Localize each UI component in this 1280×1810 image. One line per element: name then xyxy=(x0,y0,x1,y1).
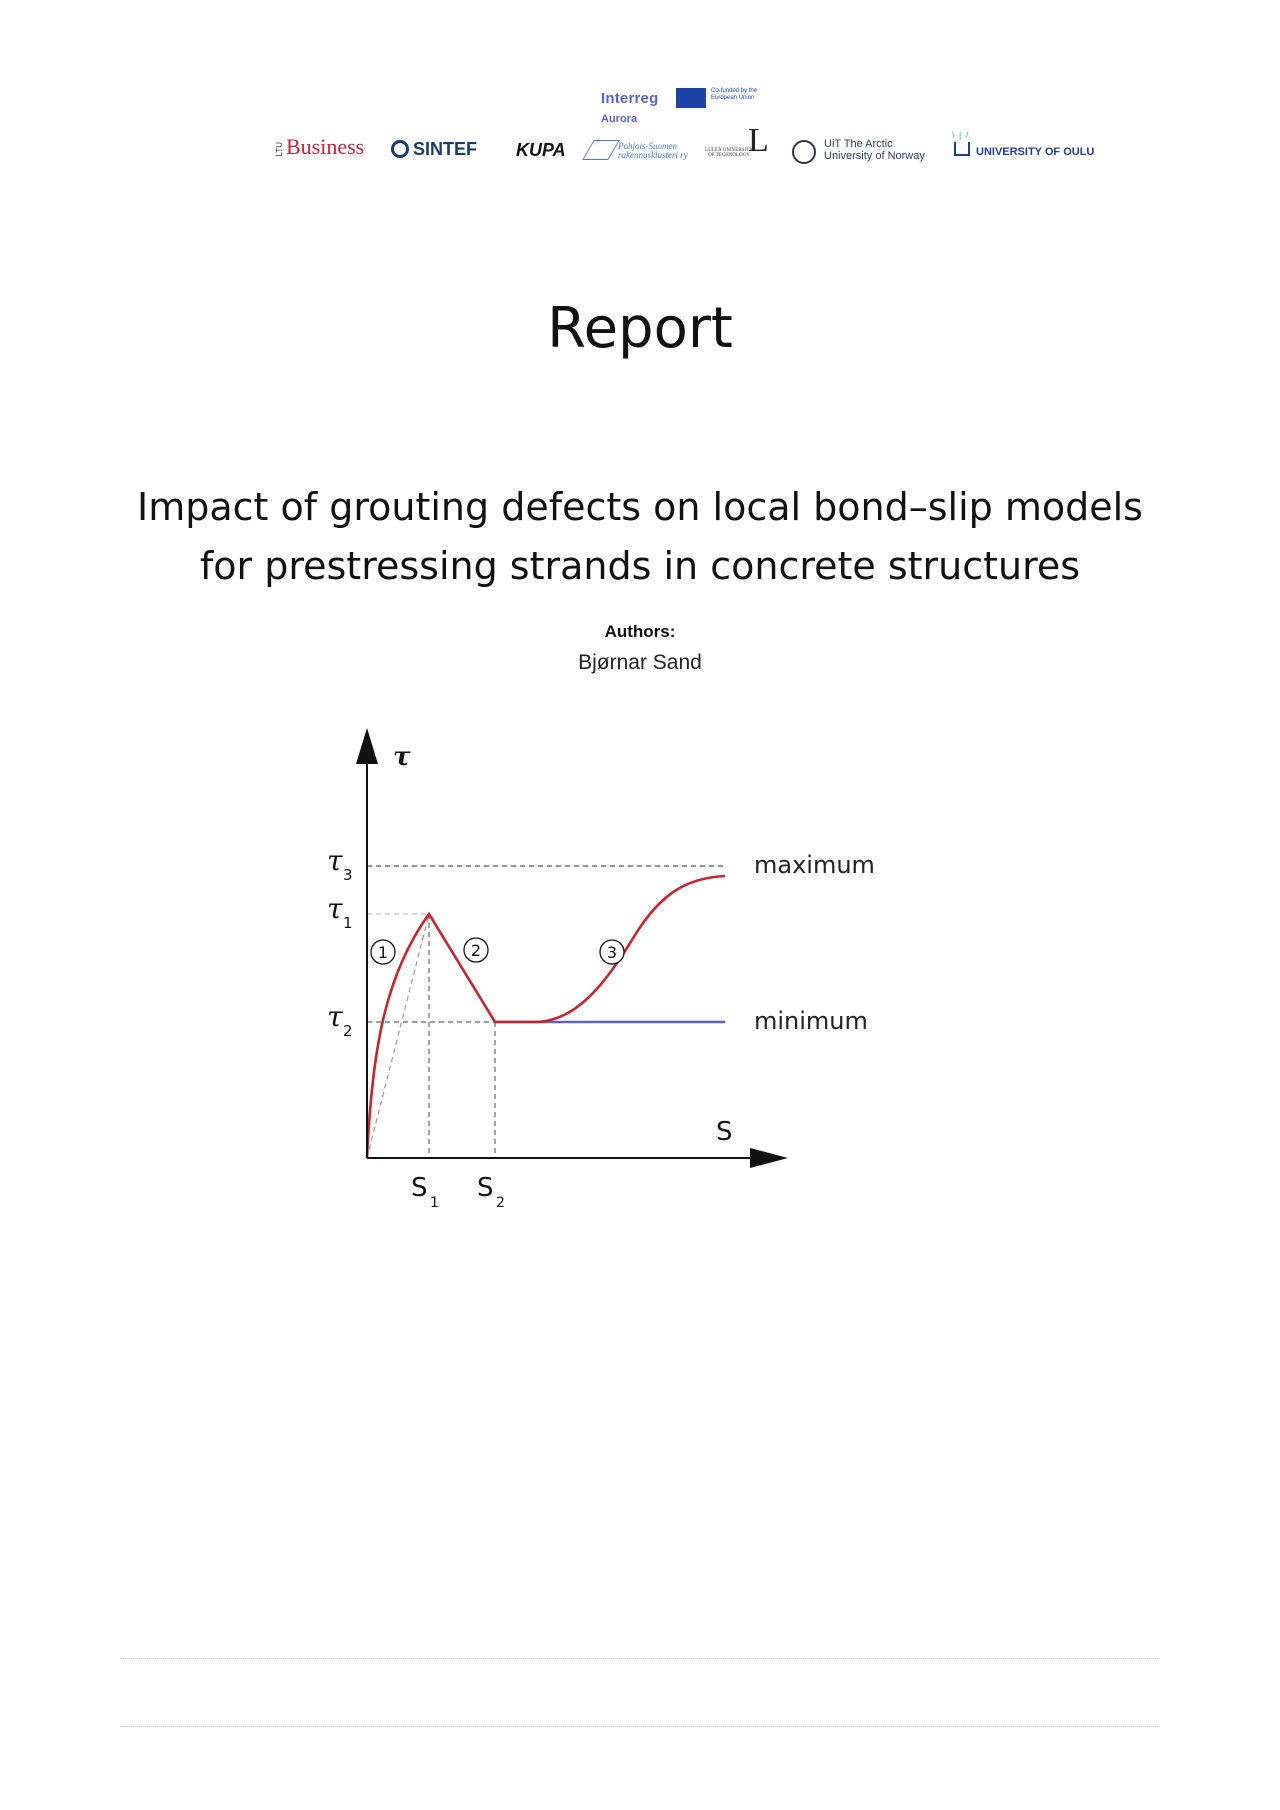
uit-line1: UiT The Arctic xyxy=(824,138,893,150)
footer-divider-upper xyxy=(120,1658,1160,1659)
tau1-subscript: 1 xyxy=(343,914,353,932)
sintef-wordmark: SINTEF xyxy=(413,139,478,159)
region-3-label: 3 xyxy=(606,943,618,962)
bond-slip-figure xyxy=(310,720,990,1220)
kupa-logo xyxy=(516,140,566,161)
tau3-label: τ xyxy=(327,844,343,877)
lulea-letter-mark: L xyxy=(748,122,769,159)
x-axis-arrow-icon xyxy=(750,1148,788,1168)
s1-label: S xyxy=(411,1173,428,1203)
uit-emblem-icon xyxy=(792,140,816,164)
uit-logo xyxy=(792,140,942,170)
s2-label: S xyxy=(477,1173,494,1203)
author-name: Bjørnar Sand xyxy=(578,651,702,674)
x-axis-symbol: S xyxy=(716,1117,733,1147)
university-of-oulu-logo xyxy=(952,130,1102,164)
y-axis-arrow-icon xyxy=(356,728,378,764)
document-type-heading: Report xyxy=(547,296,733,361)
sintef-mark-icon xyxy=(391,140,409,158)
bond-slip-diagram xyxy=(310,720,990,1220)
tau2-subscript: 2 xyxy=(343,1022,353,1040)
bond-slip-curve xyxy=(367,876,725,1158)
eu-cofunded-note: Co-funded by the European Union xyxy=(711,88,758,101)
oulu-rays-icon: \ | / xyxy=(952,130,970,140)
s1-subscript: 1 xyxy=(430,1195,439,1211)
interreg-wordmark: Interreg xyxy=(601,90,659,107)
region-2-label: 2 xyxy=(470,941,482,960)
footer-divider-lower xyxy=(120,1726,1160,1727)
maximum-label: maximum xyxy=(754,851,875,879)
lulea-university-logo xyxy=(704,122,776,166)
oulu-wordmark: UNIVERSITY OF OULU xyxy=(976,146,1095,158)
region-1-label: 1 xyxy=(377,943,389,962)
eu-flag-icon xyxy=(676,88,706,108)
document-title xyxy=(100,478,1180,596)
logo-header xyxy=(0,0,1280,200)
ltu-business-wordmark: Business xyxy=(286,134,365,159)
lulea-wordmark: LULEÅ UNIVERSITY OF TECHNOLOGY xyxy=(705,148,753,158)
ltu-tag: LTU xyxy=(275,141,284,157)
kupa-wordmark: KUPA xyxy=(516,140,566,160)
aurora-wordmark: Aurora xyxy=(601,113,638,125)
tau3-subscript: 3 xyxy=(343,866,353,884)
document-title-line1: Impact of grouting defects on local bond–slip models xyxy=(137,485,1143,529)
uit-line2: University of Norway xyxy=(824,150,925,162)
tau2-label: τ xyxy=(327,1000,343,1033)
pohjois-suomen-mark-icon xyxy=(582,140,620,160)
y-axis-symbol: τ xyxy=(393,742,411,772)
oulu-tower-icon xyxy=(954,142,970,156)
tau1-label: τ xyxy=(327,892,343,925)
ltu-business-logo xyxy=(275,134,364,160)
authors-label: Authors: xyxy=(604,622,676,641)
minimum-label: minimum xyxy=(754,1007,868,1035)
pohjois-suomen-line2: rakennusklusteri ry xyxy=(618,150,688,160)
pohjois-suomen-line1: Pohjois-Suomen xyxy=(618,141,677,151)
s2-subscript: 2 xyxy=(496,1195,505,1211)
document-title-line2: for prestressing strands in concrete structures xyxy=(199,544,1081,588)
sintef-logo xyxy=(391,139,477,160)
